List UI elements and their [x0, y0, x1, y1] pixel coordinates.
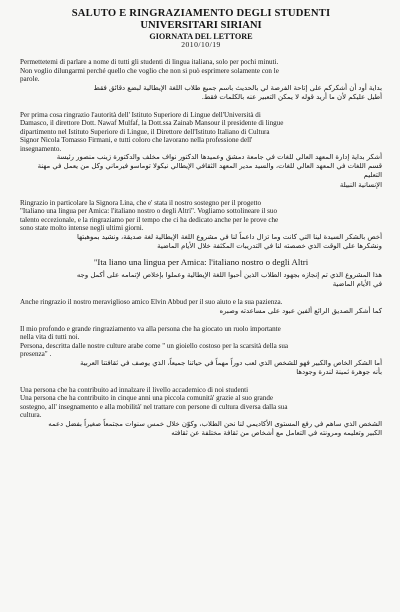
paragraph-3	[20, 199, 382, 251]
italian-line: Per prima cosa ringrazio l'autorità dell' Istituto Superiore di Lingue dell'Università di	[20, 111, 261, 120]
italian-line: presenza" .	[20, 350, 52, 359]
paragraph-2	[20, 111, 382, 190]
italian-line: Ringrazio in particolare la Signora Lina, che e' stata il nostro sostegno per il progetto	[20, 198, 262, 207]
document-header	[20, 8, 382, 49]
paragraph-1	[20, 58, 382, 102]
arabic-line: بداية أود أن أشكركم على إتاحة الفرصة لي بالحديث باسم جميع طلاب اللغة الإيطالية لبضع دقائق فقط	[93, 83, 382, 92]
project-title-quote: "Ita liano una lingua per Amica: l'italiano nostro o degli Altri	[93, 256, 309, 267]
italian-line: Una persona che ha contribuito ad innalzare il livello accademico di noi studenti	[20, 385, 249, 394]
italian-line: nella vita di tutti noi.	[20, 333, 80, 342]
italian-line: cultura.	[20, 411, 42, 420]
paragraph-4	[20, 271, 382, 289]
arabic-line: أما الشكر الخاص والكبير فهو للشخص الذي لعب دوراً مهماً في حياتنا جميعاً، الذي يوصف في ثقافتنا العربية	[80, 358, 382, 367]
italian-line: sostegno, all' insegnamento e alla mobilità' nel trattare con persone di cultura diversa dalla sua	[20, 402, 288, 411]
italian-line: Anche ringrazio il nostro meraviglioso amico Elvin Abbud per il suo aiuto e la sua pazienza.	[20, 298, 283, 307]
arabic-line: أخص بالشكر السيدة لينا التي كانت وما تزال داعماً لنا في مشروع اللغة الإيطالية لغة صديقة، ونشيد بموهبتها	[76, 232, 382, 241]
arabic-line: قسم اللغات في المعهد العالي للغات، والسيد مدير المعهد الثقافي الإيطالي نيكولا توماسو فيرماني وكل من يعمل في مهنة التعليم	[37, 162, 382, 180]
paragraph-6	[20, 325, 382, 377]
italian-line: "Italiano una lingua per Amica: l'italiano nostro o degli Altri". Vogliamo sottolineare il suo	[20, 207, 278, 216]
arabic-line: الشخص الذي ساهم في رفع المستوى الأكاديمي لنا نحن الطلاب، وكوّن خلال خمس سنوات مجتمعاً صغيراً بفضل دعمه	[48, 419, 382, 428]
paragraph-7	[20, 386, 382, 438]
italian-line: Damasco, il direttore Dott. Nawaf Mulfaf, la Dott.ssa Zainab Mansour il presidente di lingue	[20, 119, 284, 128]
event-date: 2010/10/19	[181, 39, 221, 49]
italian-line: sono state molto intense negli ultimi giorni.	[20, 224, 144, 233]
arabic-line: كما أشكر الصديق الرائع ألفين عبود على مساعدته وصبره	[219, 306, 382, 315]
arabic-line: في الأيام الماضية	[332, 280, 382, 289]
italian-line: Il mio profondo e grande ringraziamento va alla persona che ha giocato un ruolo importante	[20, 324, 281, 333]
italian-line: parole.	[20, 75, 40, 84]
arabic-line: ونشكرها على الوقت الذي خصصته لنا في التدريبات المكثفة خلال الأيام الماضية	[157, 241, 382, 250]
event-name: GIORNATA DEL LETTORE	[149, 31, 253, 41]
italian-line: talento eccezionale, e la ringraziamo per il tempo che ci ha dedicato anche per le prove che	[20, 215, 279, 224]
italian-line: Una persona che ha contribuito in cinque anni una piccola comunità' grazie al suo grande	[20, 394, 274, 403]
title-line-1: SALUTO E RINGRAZIAMENTO DEGLI STUDENTI	[71, 8, 331, 19]
italian-line: Non voglio dilungarmi perché quello che voglio che non si può esprimere solamente con le	[20, 66, 279, 75]
arabic-line: أشكر بداية إدارة المعهد العالي للغات في جامعة دمشق وعميدها الدكتور نواف مخلف والدكتورة زينب منصور رئيسة	[56, 153, 382, 162]
arabic-line: الإنسانية النبيلة	[339, 180, 382, 189]
arabic-line: الكبير وتعليمه ومرونته في التعامل مع أشخاص من ثقافة مختلفة عن ثقافته	[171, 428, 382, 437]
italian-line: Persona, descritta dalle nostre culture arabe come " un gioiello costoso per la scarsità della sua	[20, 341, 289, 350]
italian-line: dipartimento nel Istituto Superiore di Lingue, il Direttore dell'Istituto Italiano di Cultura	[20, 127, 270, 136]
arabic-line: أطيل عليكم لأن ما أريد قوله لا يمكن التعبير عنه بالكلمات فقط.	[201, 92, 382, 101]
italian-line: Permettetemi di parlare a nome di tutti gli studenti di lingua italiana, solo per pochi minuti.	[20, 58, 279, 67]
arabic-line: هذا المشروع الذي تم إنجازه بجهود الطلاب الذين أحبوا اللغة الإيطالية وعملوا بإخلاص لإتمامه على أكمل وجه	[76, 270, 382, 279]
paragraph-5	[20, 298, 382, 316]
italian-line: insegnamento.	[20, 144, 62, 153]
title-line-2: UNIVERSITARI SIRIANI	[140, 19, 262, 31]
italian-line: Signor Nicola Tomasso Firmani, e tutti coloro che lavorano nella professione dell'	[20, 136, 253, 145]
arabic-line: بأنه جوهرة ثمينة لندرة وجودها	[296, 367, 382, 376]
